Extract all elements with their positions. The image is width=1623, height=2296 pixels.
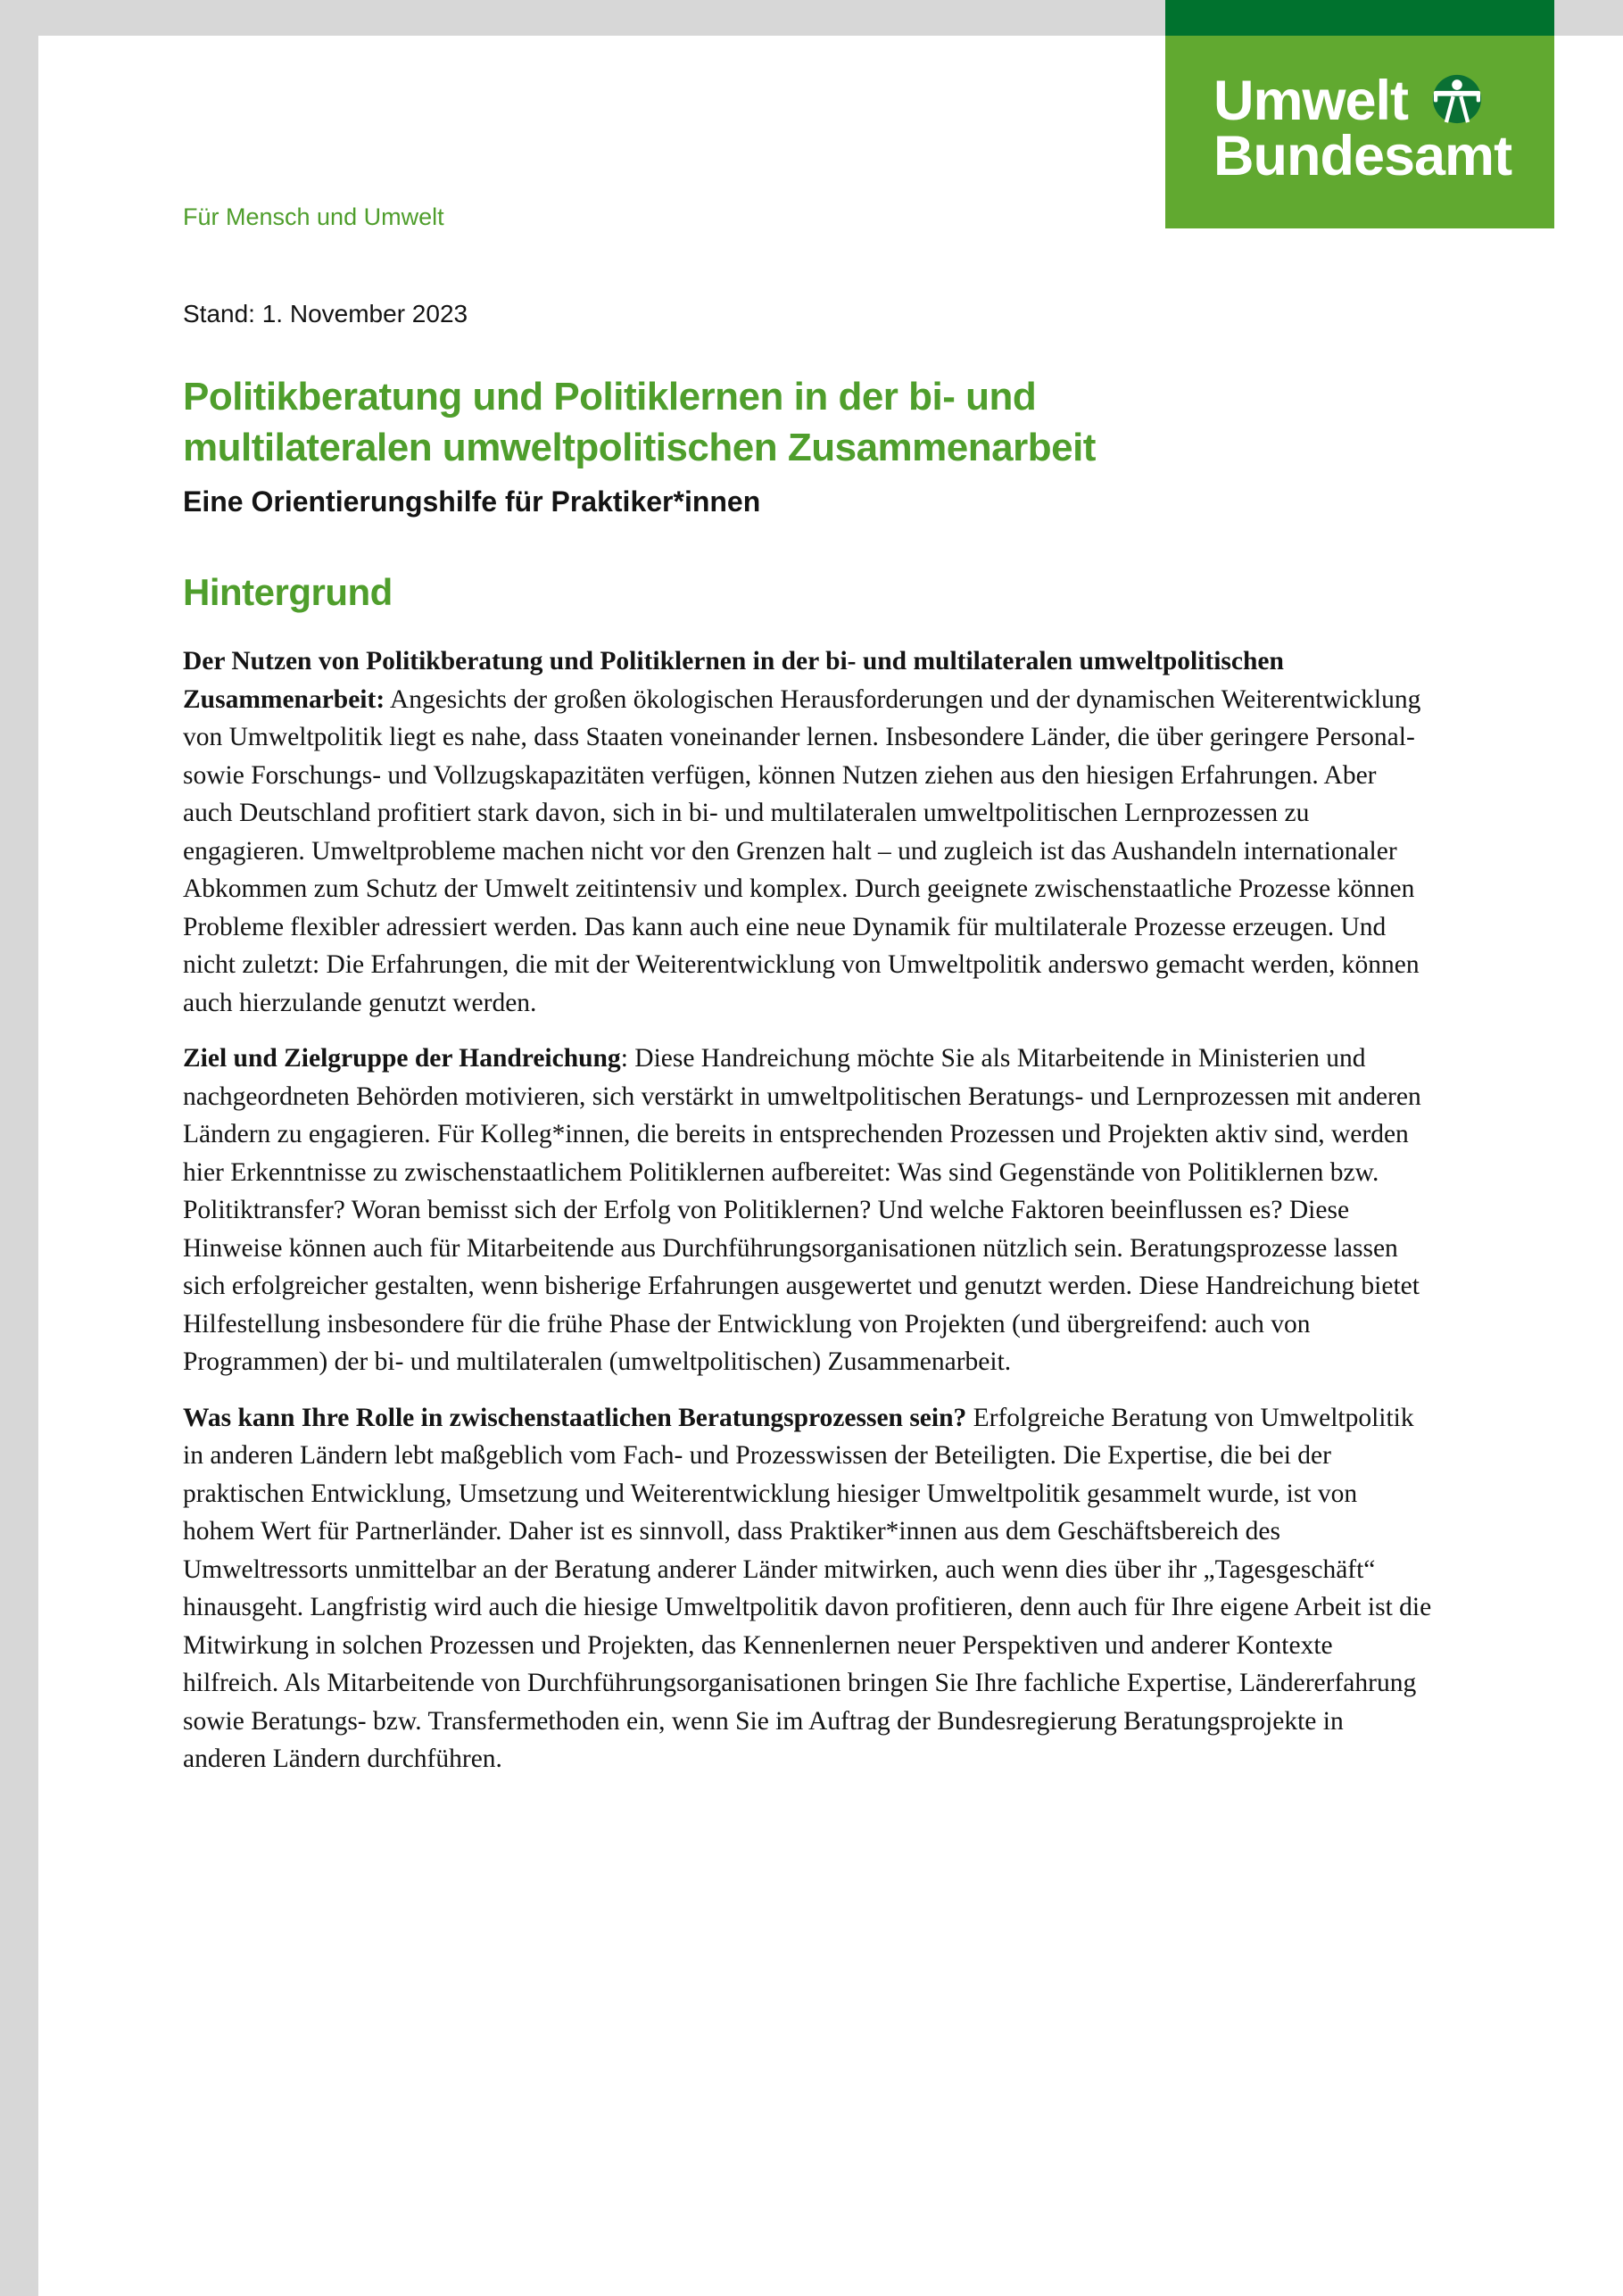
document-page	[38, 36, 1623, 2296]
paragraph-lead: Ziel und Zielgruppe der Handreichung	[183, 1044, 621, 1073]
logo-line-2	[1213, 125, 1554, 187]
body-paragraphs	[183, 642, 1432, 1796]
uba-person-icon	[1431, 73, 1483, 131]
logo-top-band	[1165, 0, 1554, 36]
logo-body	[1165, 36, 1554, 228]
logo-text-bundesamt: Bundesamt	[1213, 125, 1512, 187]
logo-text-umwelt: Umwelt	[1213, 69, 1409, 132]
section-heading: Hintergrund	[183, 571, 393, 613]
uba-logo	[1165, 0, 1554, 228]
paragraph-lead: Der Nutzen von Politikberatung und Politiklernen in der bi- und multilateralen umweltpolitischen Zusammenarbeit:	[183, 647, 1284, 714]
document-title	[183, 371, 1450, 473]
document-title-line: Politikberatung und Politiklernen in der bi- und	[183, 375, 1037, 419]
date-line: Stand: 1. November 2023	[183, 300, 468, 327]
paragraph: Der Nutzen von Politikberatung und Politiklernen in der bi- und multilateralen umweltpolitischen Zusammenarbeit: Angesichts der großen ökologischen Herausforderungen und der dynamischen Weiterentwicklung von Umweltpolitik liegt es nahe, dass Staaten voneinander lernen. Insbesondere Länder, die über geringere Personal- sowie Forschungs- und Vollzugskapazitäten verfügen, können Nutzen ziehen aus den hiesigen Erfahrungen. Aber auch Deutschland profitiert stark davon, sich in bi- und multilateralen umweltpolitischen Lernprozessen zu engagieren. Umweltprobleme machen nicht vor den Grenzen halt – und zugleich ist das Aushandeln internationaler Abkommen zum Schutz der Umwelt zeitintensiv und komplex. Durch geeignete zwischenstaatliche Prozesse können Probleme flexibler adressiert werden. Das kann auch eine neue Dynamik für multilaterale Prozesse erzeugen. Und nicht zuletzt: Die Erfahrungen, die mit der Weiterentwicklung von Umweltpolitik anderswo gemacht werden, können auch hierzulande genutzt werden.	[183, 647, 1421, 1017]
paragraph: Ziel und Zielgruppe der Handreichung: Diese Handreichung möchte Sie als Mitarbeitende in Ministerien und nachgeordneten Behörden motivieren, sich verstärkt in umweltpolitischen Beratungs- und Lernprozessen mit anderen Ländern zu engagieren. Für Kolleg*innen, die bereits in entsprechenden Prozessen und Projekten aktiv sind, werden hier Erkenntnisse zu zwischenstaatlichem Politiklernen aufbereitet: Was sind Gegenstände von Politiklernen bzw. Politiktransfer? Woran bemisst sich der Erfolg von Politiklernen? Und welche Faktoren beeinflussen es? Diese Hinweise können auch für Mitarbeitende aus Durchführungsorganisationen nützlich sein. Beratungsprozesse lassen sich erfolgreicher gestalten, wenn bisherige Erfahrungen ausgewertet und genutzt werden. Diese Handreichung bietet Hilfestellung insbesondere für die frühe Phase der Entwicklung von Projekten (und übergreifend: auch von Programmen) der bi- und multilateralen (umweltpolitischen) Zusammenarbeit.	[183, 1044, 1421, 1376]
document-subtitle: Eine Orientierungshilfe für Praktiker*innen	[183, 485, 761, 518]
tagline: Für Mensch und Umwelt	[183, 203, 444, 230]
logo-line-1	[1213, 70, 1554, 131]
paragraph-lead: Was kann Ihre Rolle in zwischenstaatlichen Beratungsprozessen sein?	[183, 1403, 967, 1432]
paragraph: Was kann Ihre Rolle in zwischenstaatlichen Beratungsprozessen sein? Erfolgreiche Beratung von Umweltpolitik in anderen Ländern lebt maßgeblich vom Fach- und Prozesswissen der Beteiligten. Die Expertise, die bei der praktischen Entwicklung, Umsetzung und Weiterentwicklung hiesiger Umweltpolitik gesammelt wurde, ist von hohem Wert für Partnerländer. Daher ist es sinnvoll, dass Praktiker*innen aus dem Geschäftsbereich des Umweltressorts unmittelbar an der Beratung anderer Länder mitwirken, auch wenn dies über ihr „Tagesgeschäft“ hinausgeht. Langfristig wird auch die hiesige Umweltpolitik davon profitieren, denn auch für Ihre eigene Arbeit ist die Mitwirkung in solchen Prozessen und Projekten, das Kennenlernen neuer Perspektiven und anderer Kontexte hilfreich. Als Mitarbeitende von Durchführungsorganisationen bringen Sie Ihre fachliche Expertise, Ländererfahrung sowie Beratungs- bzw. Transfermethoden ein, wenn Sie im Auftrag der Bundesregierung Beratungsprojekte in anderen Ländern durchführen.	[183, 1403, 1432, 1773]
document-title-line: multilateralen umweltpolitischen Zusammenarbeit	[183, 426, 1096, 469]
